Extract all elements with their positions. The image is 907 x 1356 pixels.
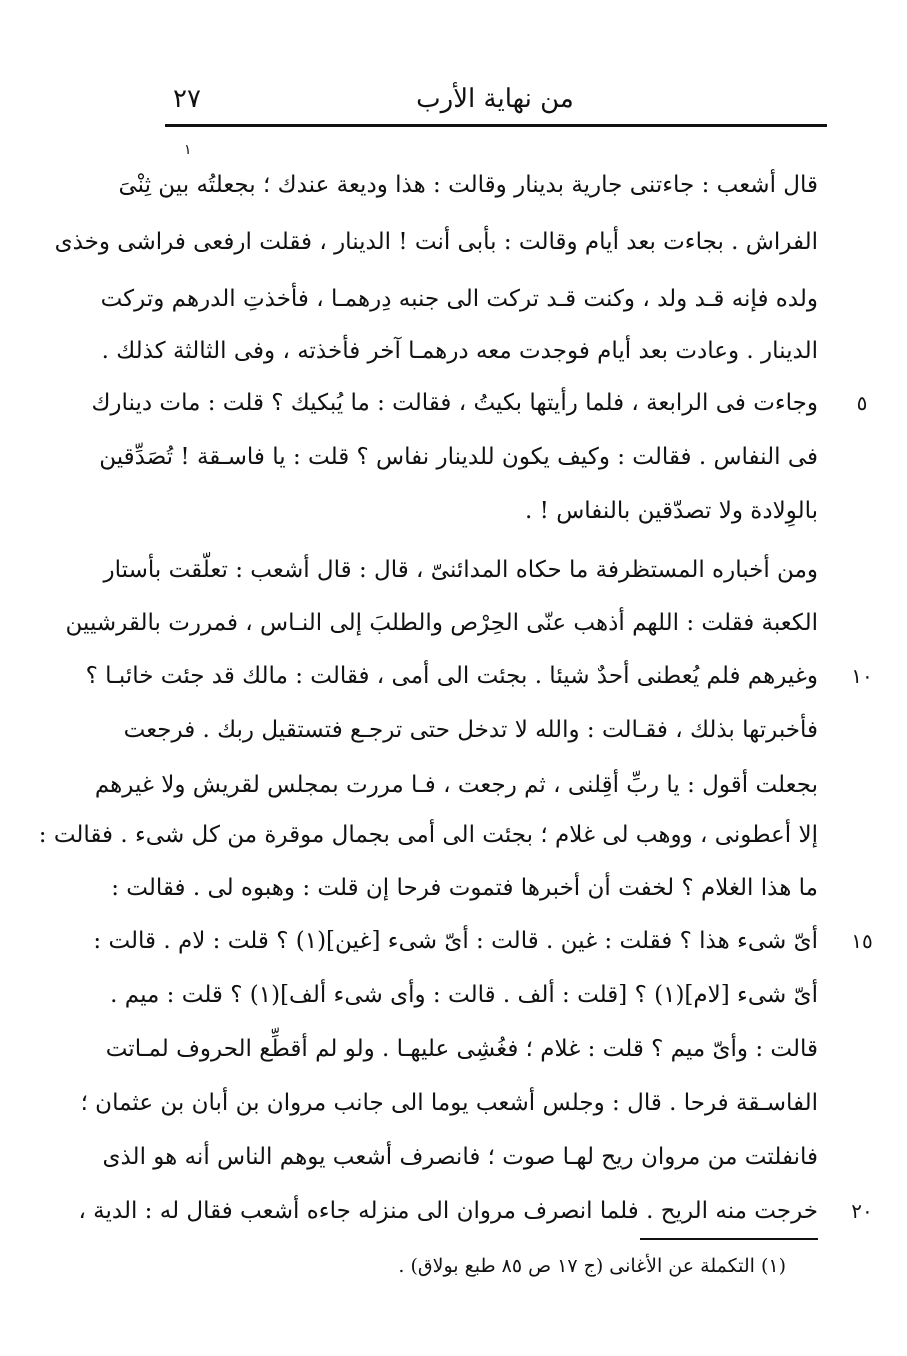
text-line-7: بالوِلادة ولا تصدّقين بالنفاس ! . <box>525 498 818 524</box>
text-line-4: الدينار . وعادت بعد أيام فوجدت معه درهمـا آخر فأخذته ، وفى الثالثة كذلك . <box>101 338 818 364</box>
text-line-20: خرجت منه الريح . فلما انصرف مروان الى منزله جاءه أشعب فقال له : الدية ، <box>78 1198 818 1224</box>
footnote: (١) التكملة عن الأغانى (ج ١٧ ص ٨٥ طبع بولاق) . <box>398 1255 786 1277</box>
footnote-rule <box>640 1238 818 1240</box>
text-line-5: وجاءت فى الرابعة ، فلما رأيتها بكيتُ ، فقالت : ما يُبكيك ؟ قلت : مات دينارك <box>91 390 818 416</box>
page-number: ٢٧ <box>173 84 201 114</box>
text-line-14: ما هذا الغلام ؟ لخفت أن أخبرها فتموت فرحا إن قلت : وهبوه لى . فقالت : <box>111 875 818 901</box>
marginal-mark: ١ <box>184 142 192 158</box>
running-header <box>165 78 825 122</box>
line-number-15: ١٥ <box>851 929 873 953</box>
text-line-1: قال أشعب : جاءتنى جارية بدينار وقالت : هذا وديعة عندك ؛ بجعلتُه بين ثِنْىَ <box>118 172 818 198</box>
text-line-15: أىّ شىء هذا ؟ فقلت : غين . قالت : أىّ شىء [غين](١) ؟ قلت : لام . قالت : <box>93 928 818 954</box>
text-line-18: الفاسـقة فرحا . قال : وجلس أشعب يوما الى جانب مروان بن أبان بن عثمان ؛ <box>80 1090 818 1116</box>
text-line-13: إلا أعطونى ، ووهب لى غلام ؛ بجئت الى أمى بجمال موقرة من كل شىء . فقالت : <box>38 822 818 848</box>
text-line-2: الفراش . بجاءت بعد أيام وقالت : بأبى أنت ! الدينار ، فقلت ارفعى فراشى وخذى <box>54 229 818 255</box>
header-rule <box>165 124 827 127</box>
text-line-3: ولده فإنه قـد ولد ، وكنت قـد تركت الى جنبه دِرهمـا ، فأخذتِ الدرهم وتركت <box>100 286 818 312</box>
running-title: من نهاية الأرب <box>416 84 574 114</box>
text-line-12: بجعلت أقول : يا ربِّ أقِلنى ، ثم رجعت ، فـا مررت بمجلس لقريش ولا غيرهم <box>94 772 818 798</box>
text-line-10: وغيرهم فلم يُعطنى أحدٌ شيئا . بجئت الى أمى ، فقالت : مالك قد جئت خائبـا ؟ <box>85 663 818 689</box>
text-line-11: فأخبرتها بذلك ، فقـالت : والله لا تدخل حتى ترجـع فتستقيل ربك . فرجعت <box>123 717 818 743</box>
text-line-17: قالت : وأىّ ميم ؟ قلت : غلام ؛ فغُشِى عليهـا . ولو لم أقطِّع الحروف لمـاتت <box>105 1036 818 1062</box>
text-line-9: الكعبة فقلت : اللهم أذهب عنّى الحِرْص والطلبَ إلى النـاس ، فمررت بالقرشيين <box>65 610 818 636</box>
line-number-5: ٥ <box>856 391 868 415</box>
text-line-16: أىّ شىء [لام](١) ؟ [قلت : ألف . قالت : وأى شىء ألف](١) ؟ قلت : ميم . <box>110 982 818 1008</box>
text-line-19: فانفلتت من مروان ريح لهـا صوت ؛ فانصرف أشعب يوهم الناس أنه هو الذى <box>102 1144 818 1170</box>
line-number-20: ٢٠ <box>851 1199 873 1223</box>
text-line-6: فى النفاس . فقالت : وكيف يكون للدينار نفاس ؟ قلت : يا فاسـقة ! تُصَدِّقين <box>99 444 818 470</box>
line-number-10: ١٠ <box>851 664 873 688</box>
text-line-8: ومن أخباره المستظرفة ما حكاه المدائنىّ ، قال : قال أشعب : تعلّقت بأستار <box>103 557 818 583</box>
